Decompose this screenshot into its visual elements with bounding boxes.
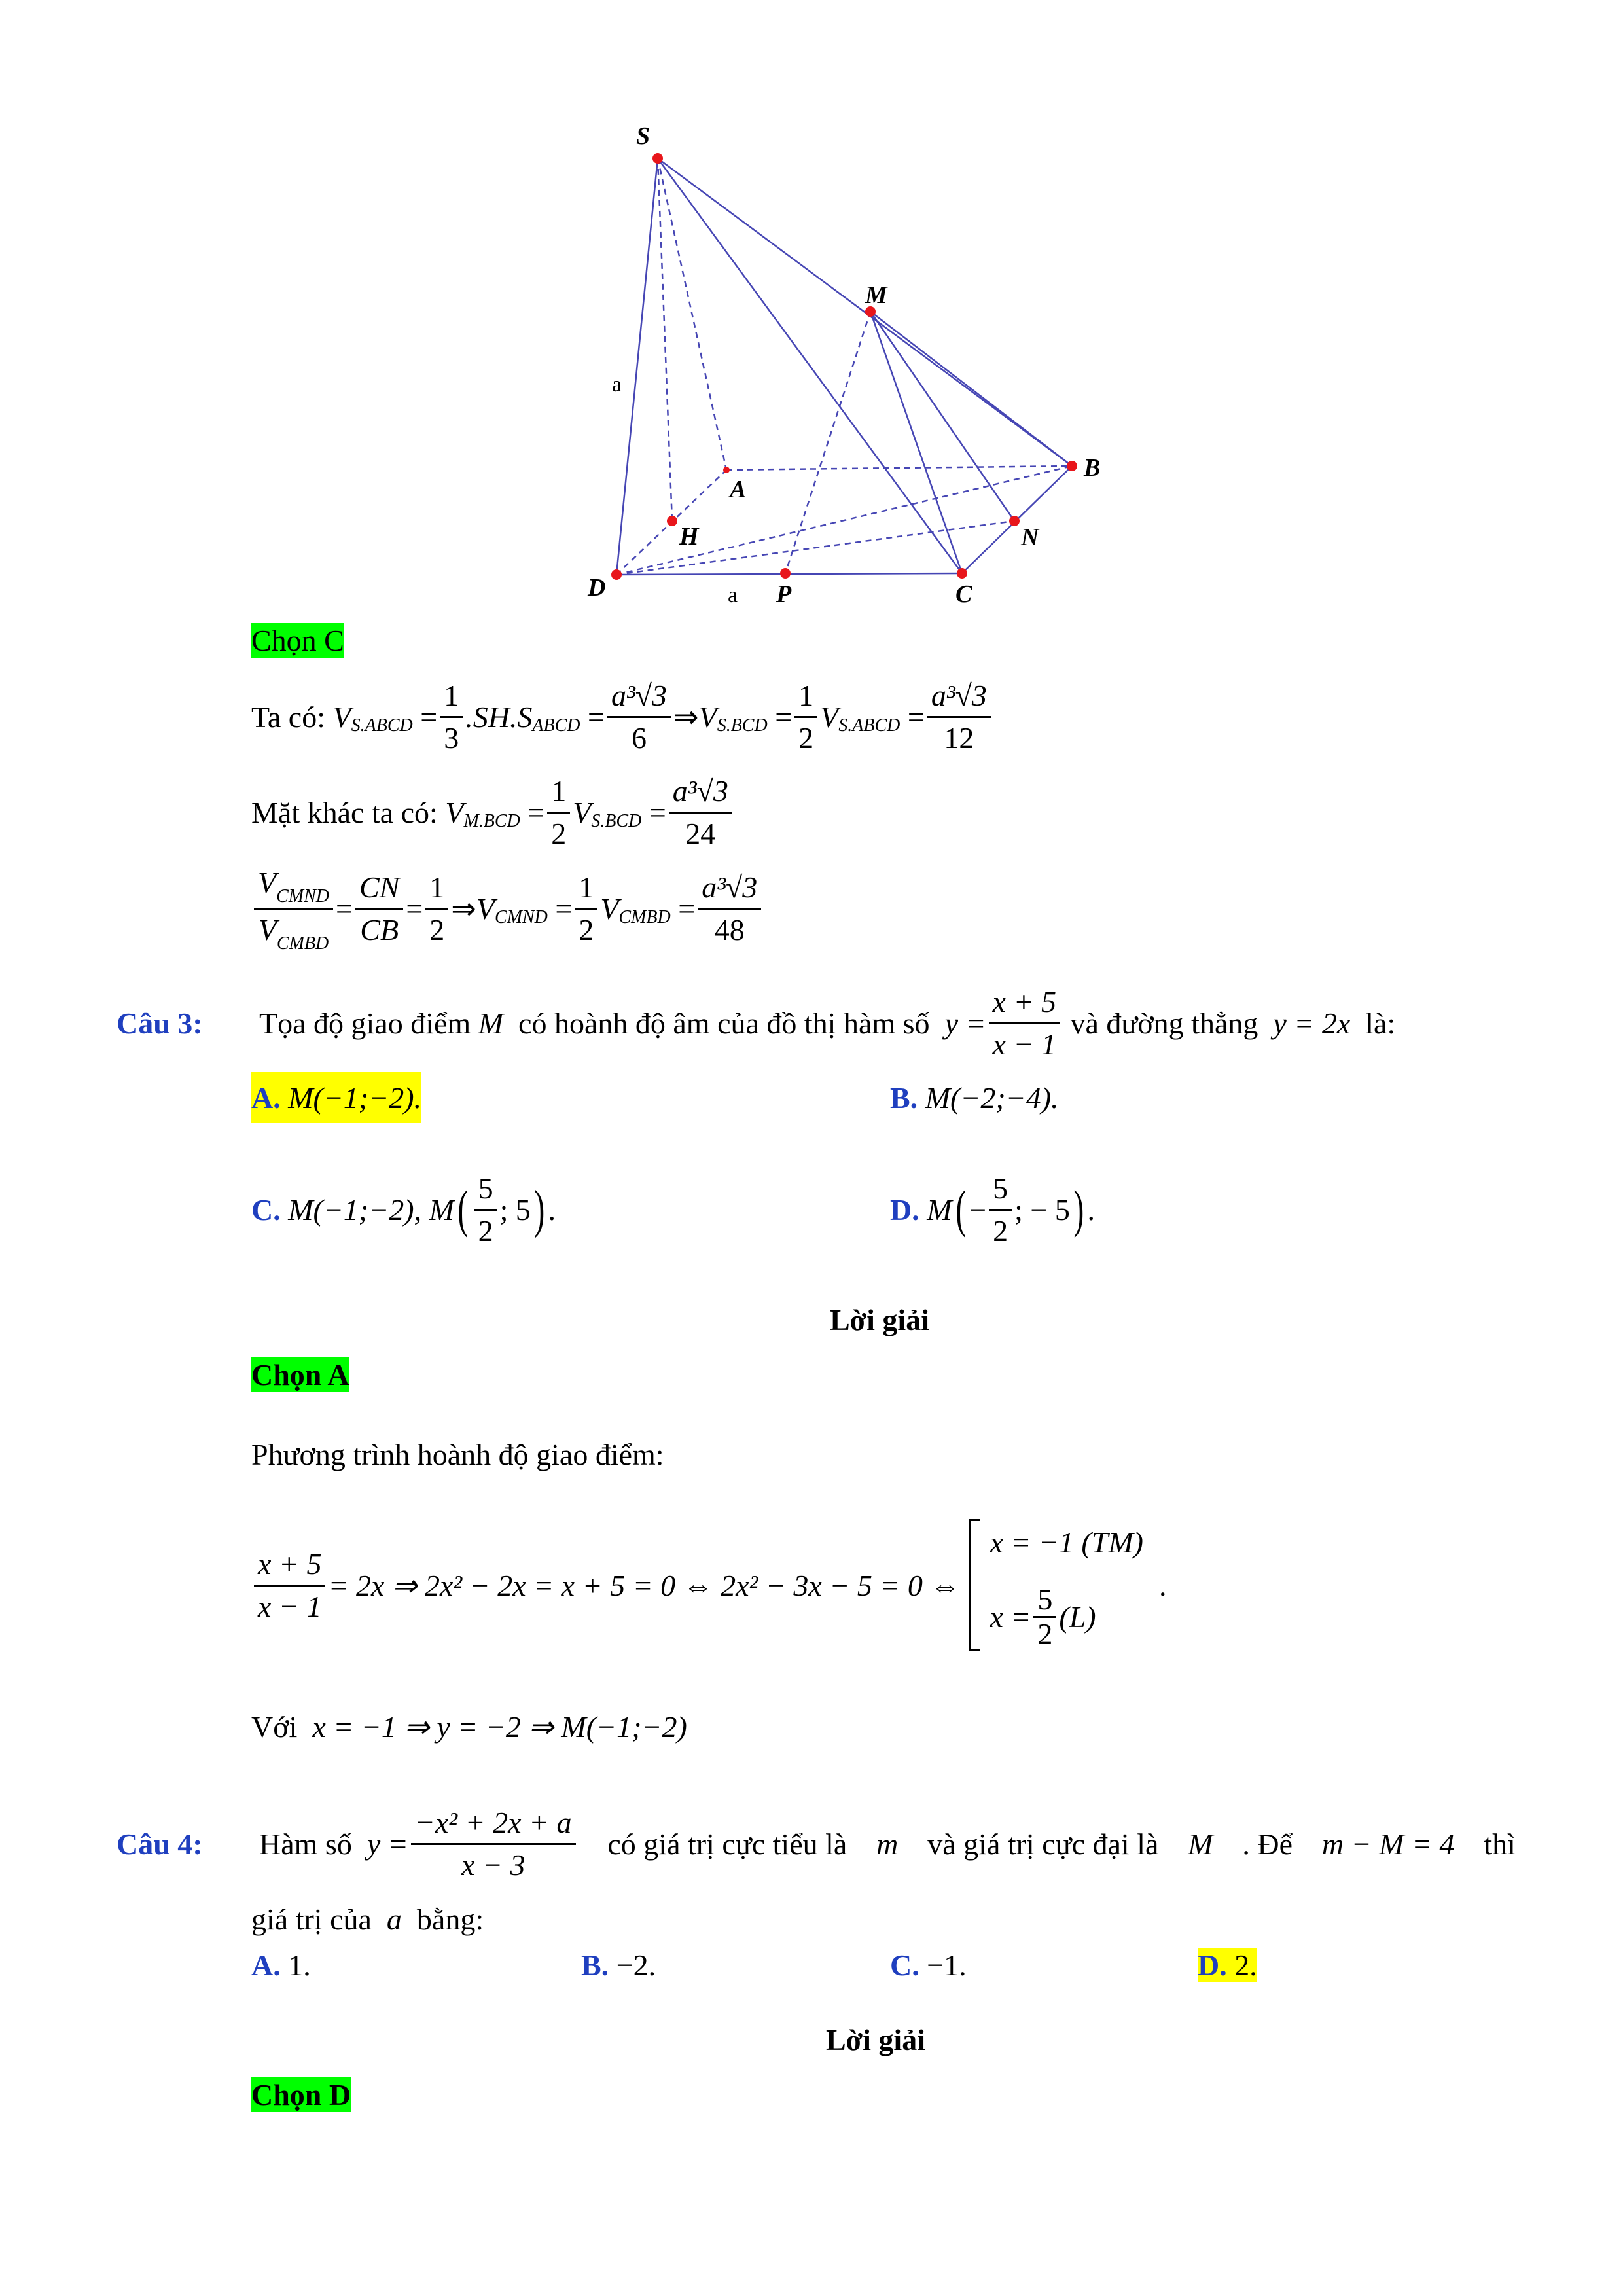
label-C: C <box>955 581 972 608</box>
q4-function-fraction <box>411 1803 576 1886</box>
q4-text: có giá trị cực tiểu là <box>607 1827 847 1861</box>
implies: ⇒ <box>673 700 699 734</box>
subscript: S.ABCD <box>838 715 901 736</box>
equals: = <box>420 700 438 734</box>
option-text: M(−2;−4). <box>925 1081 1059 1115</box>
q4-choice: Chọn D <box>251 2078 351 2111</box>
numerator: 1 <box>575 867 597 910</box>
q4-option-d[interactable] <box>1198 1948 1257 1982</box>
math: y = 2x <box>1273 1006 1351 1040</box>
option-letter: B. <box>581 1948 609 1982</box>
denominator: 3 <box>444 721 459 755</box>
numerator: a³√3 <box>698 867 761 910</box>
label-P: P <box>776 581 792 608</box>
numerator: a³√3 <box>607 675 671 718</box>
math: M <box>478 1006 504 1040</box>
equals: = <box>555 891 573 925</box>
subscript: CMBD <box>618 907 671 927</box>
denominator: 2 <box>551 816 567 850</box>
option-text: −1. <box>927 1948 967 1982</box>
denominator: 48 <box>714 912 745 946</box>
q4-header <box>116 1801 1516 1886</box>
q3-function-fraction <box>989 982 1060 1065</box>
math: V <box>332 700 351 734</box>
numerator: 1 <box>794 675 817 718</box>
text: Mặt khác ta có: <box>251 795 438 829</box>
q3-label: Câu 3: <box>116 1006 203 1040</box>
prev-choice: Chọn C <box>251 624 344 657</box>
fraction <box>425 867 448 950</box>
fraction <box>1033 1583 1056 1651</box>
option-text: − <box>969 1193 987 1227</box>
equals: = <box>336 891 353 925</box>
q3-text: có hoành độ âm của đồ thị hàm số <box>518 1006 930 1040</box>
equals: = <box>775 700 793 734</box>
numerator: 5 <box>474 1168 497 1211</box>
q4-label: Câu 4: <box>116 1827 203 1861</box>
math: V <box>258 912 277 946</box>
denominator: 2 <box>993 1213 1008 1247</box>
math: y = <box>366 1827 408 1861</box>
numerator: 5 <box>1033 1583 1056 1618</box>
math: a <box>386 1903 402 1936</box>
fraction <box>575 867 597 950</box>
numerator: 5 <box>989 1168 1012 1211</box>
q3-equation <box>251 1513 1166 1657</box>
case-1: x = −1 (TM) <box>990 1526 1143 1559</box>
numerator: CN <box>355 867 403 910</box>
denominator: 2 <box>429 912 445 946</box>
fraction <box>440 675 463 759</box>
prev-line-2 <box>251 770 735 855</box>
q4-option-b[interactable] <box>581 1948 656 1982</box>
case-bracket <box>969 1519 980 1651</box>
equals: = <box>649 795 666 829</box>
q3-text: Tọa độ giao điểm <box>259 1006 471 1040</box>
subscript: CMBD <box>276 933 329 954</box>
math: .SH.S <box>465 700 533 734</box>
math: V <box>820 700 839 734</box>
implies: ⇒ <box>451 892 476 925</box>
prev-line-3 <box>251 864 764 953</box>
math: V <box>698 700 717 734</box>
pyramid-figure <box>563 111 1152 628</box>
math: x = −1 ⇒ y = −2 ⇒ M(−1;−2) <box>312 1710 687 1744</box>
option-text: ; 5 <box>499 1193 531 1227</box>
q4-text: Hàm số <box>259 1827 352 1861</box>
fraction <box>794 675 817 759</box>
math: V <box>573 795 592 829</box>
numerator: −x² + 2x + a <box>411 1803 576 1845</box>
prev-line-1 <box>251 674 993 759</box>
q3-text: là: <box>1365 1006 1396 1040</box>
option-text: 2. <box>1234 1948 1257 1982</box>
q4-line-2 <box>251 1902 484 1937</box>
equals: = <box>907 700 925 734</box>
option-letter: D. <box>890 1193 919 1227</box>
numerator: 1 <box>425 867 448 910</box>
q4-solution-title: Lời giải <box>826 2023 925 2056</box>
numerator: 1 <box>440 675 463 718</box>
q3-option-c[interactable]: C. M(−1;−2), M ( $\frac{5}{2}$ ; 5 ) . <box>251 1165 556 1254</box>
option-text: M <box>927 1193 952 1227</box>
fraction <box>474 1168 497 1251</box>
math: V <box>476 891 495 925</box>
label-S: S <box>636 122 651 150</box>
option-text: 1. <box>288 1948 311 1982</box>
math: m − M = 4 <box>1321 1827 1455 1861</box>
edge-label-dc: a <box>728 583 738 607</box>
fraction <box>547 771 570 854</box>
q3-eq-intro: Phương trình hoành độ giao điểm: <box>251 1438 664 1471</box>
fraction <box>607 675 671 759</box>
label-B: B <box>1084 454 1101 482</box>
denominator: 6 <box>632 721 647 755</box>
option-letter: A. <box>251 1081 281 1115</box>
equals: = <box>406 891 423 925</box>
math: M <box>1188 1827 1213 1861</box>
q3-choice: Chọn A <box>251 1358 349 1391</box>
subscript: ABCD <box>532 715 580 736</box>
numerator: 1 <box>547 771 570 814</box>
q3-option-a[interactable] <box>251 1072 421 1123</box>
edge-label-sd: a <box>612 372 622 397</box>
option-text: ; − 5 <box>1014 1193 1070 1227</box>
math: V <box>600 891 619 925</box>
math: m <box>876 1827 899 1861</box>
denominator: x − 1 <box>992 1027 1056 1061</box>
ratio-length <box>355 867 403 950</box>
subscript: S.ABCD <box>351 715 413 736</box>
label-N: N <box>1021 524 1039 551</box>
subscript: CMND <box>276 886 330 906</box>
q3-option-d[interactable]: D. M ( − $\frac{5}{2}$ ; − 5 ) . <box>890 1165 1095 1254</box>
numerator: x + 5 <box>989 982 1060 1024</box>
q4-option-a[interactable] <box>251 1948 311 1982</box>
equals: = <box>527 795 545 829</box>
fraction <box>254 1544 325 1627</box>
equals: = <box>678 891 696 925</box>
q3-conclusion <box>251 1702 687 1751</box>
fraction <box>669 771 732 854</box>
label-D: D <box>588 574 606 601</box>
text: Ta có: <box>251 700 326 734</box>
denominator: 24 <box>685 816 716 850</box>
denominator: 2 <box>579 912 594 946</box>
case-2: (L) <box>1059 1600 1096 1634</box>
fraction <box>698 867 761 950</box>
option-text: M(−1;−2). <box>288 1081 422 1115</box>
label-H: H <box>679 523 699 550</box>
ratio-volume <box>254 863 333 955</box>
label-M: M <box>865 281 887 309</box>
option-text: M(−1;−2), M <box>288 1193 454 1227</box>
math: = 2x ⇒ 2x² − 2x = x + 5 = 0 ⇔ 2x² − 3x − 5 = 0 ⇔ <box>328 1569 961 1602</box>
denominator: 2 <box>1037 1617 1053 1651</box>
math: V <box>258 865 277 899</box>
denominator: 12 <box>944 721 974 755</box>
fraction <box>927 675 991 759</box>
denominator: 2 <box>798 721 814 755</box>
numerator: a³√3 <box>927 675 991 718</box>
option-text: −2. <box>616 1948 656 1982</box>
math: V <box>445 795 464 829</box>
q4-text: . Để <box>1242 1827 1293 1861</box>
q4-text: bằng: <box>416 1903 484 1936</box>
case-2: x = <box>990 1600 1031 1634</box>
q3-solution-title: Lời giải <box>830 1303 929 1336</box>
subscript: M.BCD <box>463 811 520 831</box>
option-letter: A. <box>251 1948 281 1982</box>
denominator: 2 <box>478 1213 493 1247</box>
q3-option-b[interactable] <box>890 1072 1059 1123</box>
numerator: x + 5 <box>254 1544 325 1587</box>
text: Với <box>251 1710 298 1744</box>
option-letter: C. <box>890 1948 919 1982</box>
q4-text: giá trị của <box>251 1903 372 1936</box>
option-letter: B. <box>890 1081 918 1115</box>
subscript: CMND <box>494 907 548 927</box>
subscript: S.BCD <box>717 715 768 736</box>
period: . <box>1158 1568 1167 1602</box>
q3-text: và đường thẳng <box>1070 1006 1258 1040</box>
denominator: CB <box>360 912 399 946</box>
q3-header <box>116 980 1395 1066</box>
option-letter: D. <box>1198 1948 1227 1982</box>
equals: = <box>588 700 605 734</box>
math: y = <box>944 1006 986 1040</box>
subscript: S.BCD <box>591 811 642 831</box>
option-letter: C. <box>251 1193 281 1227</box>
numerator: a³√3 <box>669 771 732 814</box>
q4-text: thì <box>1484 1827 1516 1861</box>
denominator: x − 3 <box>461 1848 526 1882</box>
q4-text: và giá trị cực đại là <box>927 1827 1159 1861</box>
label-A: A <box>730 476 747 503</box>
fraction <box>989 1168 1012 1251</box>
denominator: x − 1 <box>258 1589 322 1623</box>
q4-option-c[interactable] <box>890 1948 967 1982</box>
